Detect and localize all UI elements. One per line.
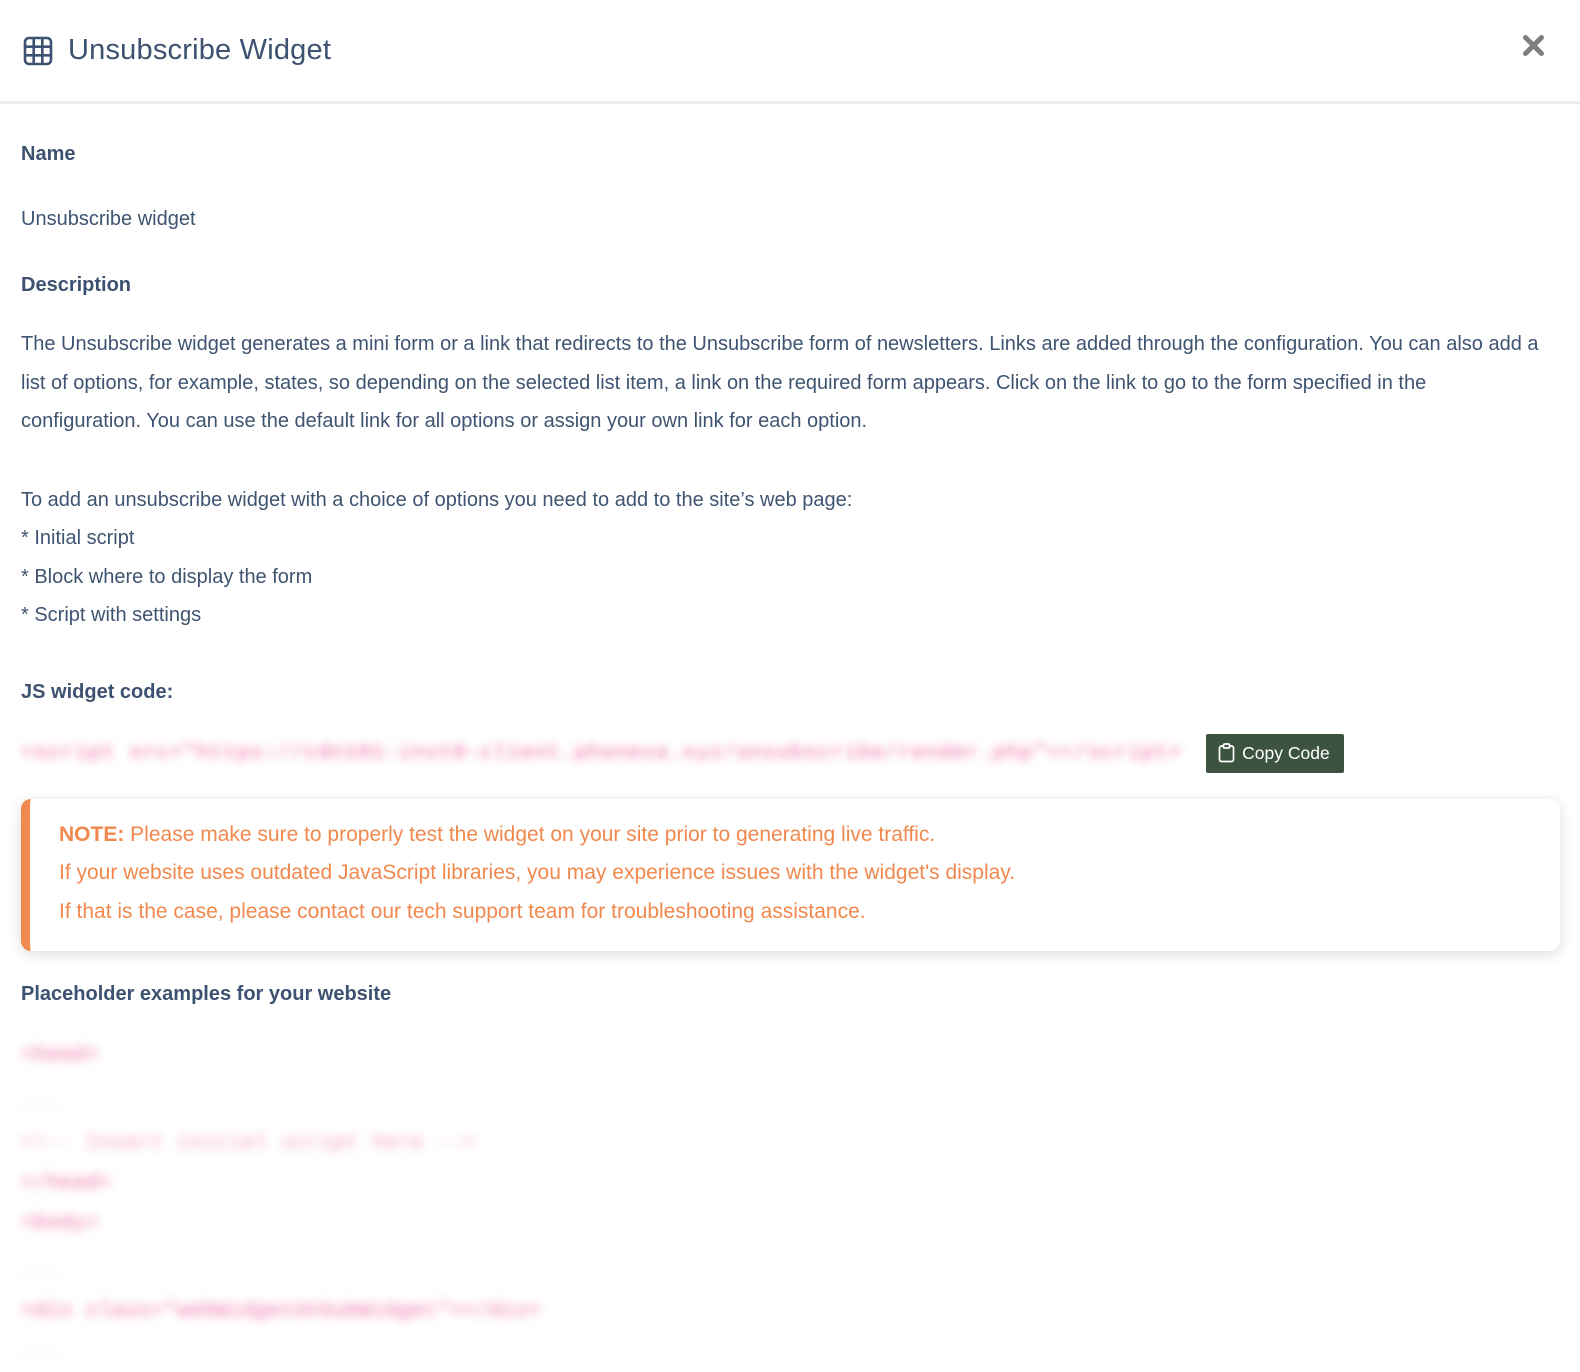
js-widget-code-row xyxy=(21,734,1540,773)
instructions-block xyxy=(21,481,1540,635)
close-icon[interactable] xyxy=(1518,30,1548,60)
js-widget-code-blurred: <script src="https://cdn101-inst0-client.phonexa.xyz/unsubscribe/render.php"></script> xyxy=(21,741,1183,765)
note-line-3: If that is the case, please contact our tech support team for troubleshooting assistance. xyxy=(59,899,866,923)
description-label: Description xyxy=(21,274,132,296)
copy-code-label: Copy Code xyxy=(1242,742,1330,763)
instructions-item: * Initial script xyxy=(21,527,135,549)
instructions-item: * Block where to display the form xyxy=(21,565,313,588)
code-line: <div class="webWidgetUnSubWidget"></div> xyxy=(21,1300,542,1323)
code-line: </head> xyxy=(21,1172,113,1195)
note-box xyxy=(21,799,1560,952)
placeholder-code-block xyxy=(21,1036,1540,1372)
instructions-intro: To add an unsubscribe widget with a choice of options you need to add to the site’s web page: xyxy=(21,488,853,511)
code-line: ... xyxy=(21,1260,61,1283)
modal-title: Unsubscribe Widget xyxy=(68,34,332,66)
note-line-1: Please make sure to properly test the widget on your site prior to generating live traffic. xyxy=(124,822,936,846)
note-line-2: If your website uses outdated JavaScript libraries, you may experience issues with the widget's display. xyxy=(59,861,1016,884)
modal-header xyxy=(0,0,1580,104)
instructions-item: * Script with settings xyxy=(21,604,202,626)
note-line xyxy=(59,816,1530,855)
copy-code-button[interactable] xyxy=(1206,734,1344,773)
js-widget-code-label: JS widget code: xyxy=(21,680,174,703)
name-label: Name xyxy=(21,143,76,165)
code-line: ... xyxy=(21,1340,61,1363)
code-line: <body> xyxy=(21,1212,100,1235)
note-text xyxy=(59,816,1530,932)
placeholder-examples-label: Placeholder examples for your website xyxy=(21,983,392,1005)
table-grid-icon xyxy=(22,35,54,67)
description-text: The Unsubscribe widget generates a mini form or a link that redirects to the Unsubscribe form of newsletters. Links are added through the configuration. You can also add a list of options, for example, states, so depending on the selected list item, a link on the required form appears. Click on the link to go to the form specified in the configuration. You can use the default link for all options or assign your own link for each option. xyxy=(21,333,1539,432)
note-label: NOTE: xyxy=(59,822,125,846)
code-line: ... xyxy=(21,1092,61,1115)
clipboard-icon xyxy=(1218,743,1235,763)
code-line: <!-- Insert initial script here --> xyxy=(21,1132,477,1155)
code-line: <head> xyxy=(21,1044,100,1067)
modal-body xyxy=(0,143,1580,1372)
name-value: Unsubscribe widget xyxy=(21,208,196,230)
